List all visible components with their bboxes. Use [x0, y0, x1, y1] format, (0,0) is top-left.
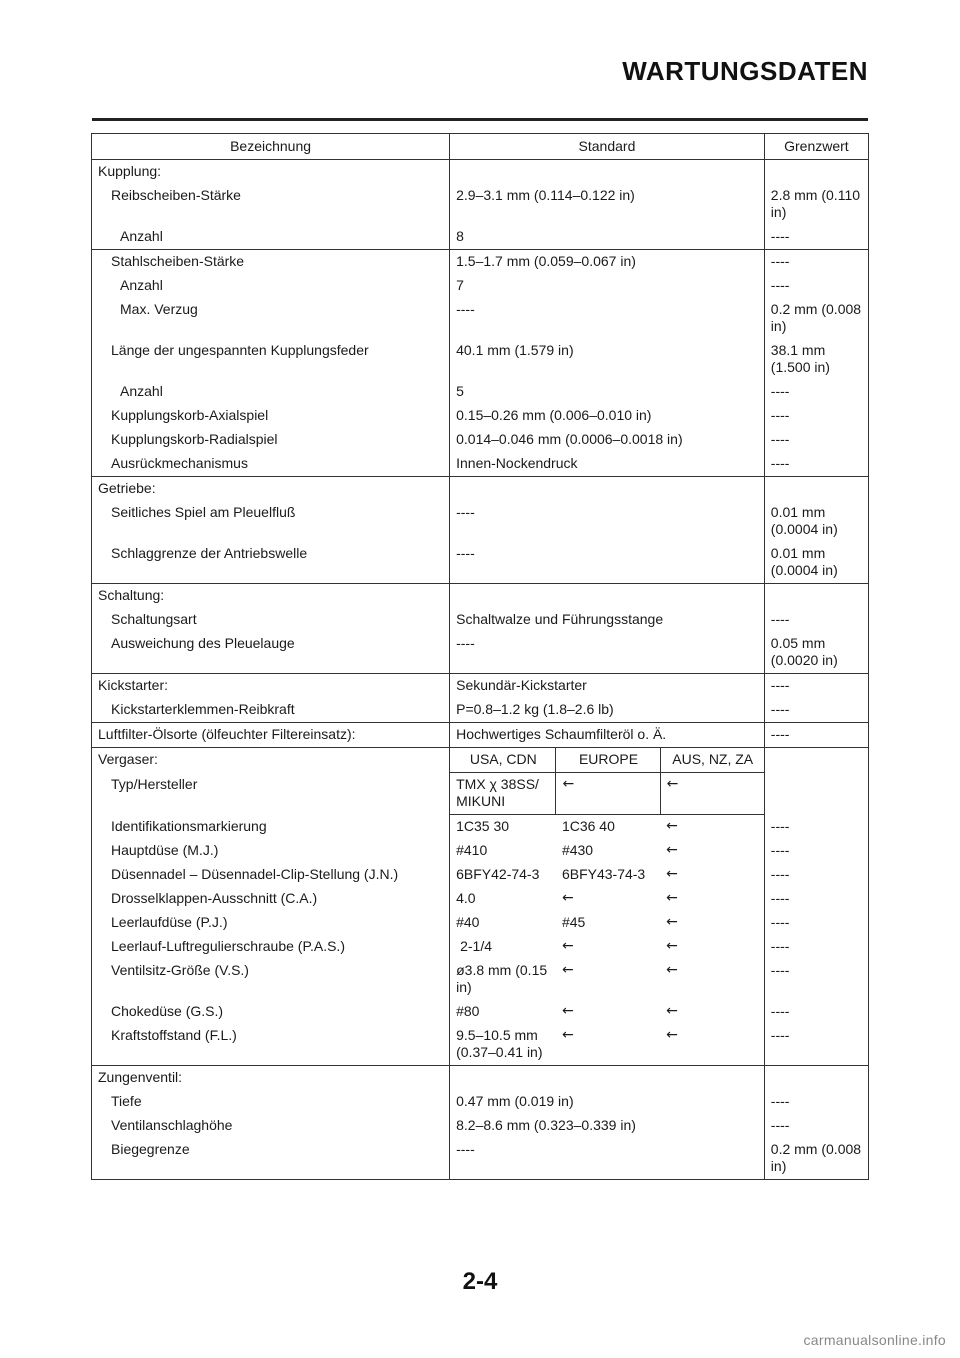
row-label: Anzahl [92, 380, 450, 404]
same-as-arrow-icon: ← [561, 938, 574, 954]
row-label: Kupplungskorb-Radialspiel [92, 428, 450, 452]
limit-value: ---- [770, 890, 790, 906]
same-as-arrow-icon: ← [660, 935, 764, 959]
title-rule [92, 118, 868, 121]
row-label: Reibscheiben-Stärke [92, 184, 450, 225]
table-row [92, 935, 869, 959]
page-title: WARTUNGSDATEN [622, 56, 868, 86]
row-label: Ausrückmechanismus [92, 452, 450, 477]
same-as-arrow-icon: ← [660, 839, 764, 863]
row-label: Leerlaufdüse (P.J.) [92, 911, 450, 935]
limit-value: ---- [770, 1003, 790, 1019]
table-row [92, 250, 869, 275]
same-as-arrow-icon: ← [660, 959, 764, 1000]
value-usa: ø3.8 mm (0.15 in) [456, 962, 548, 995]
same-as-arrow-icon: ← [660, 887, 764, 911]
same-as-arrow-icon: ← [561, 1003, 574, 1019]
limit-value: ---- [764, 674, 868, 699]
region-header-europe: EUROPE [556, 748, 660, 773]
row-label: Kupplungskorb-Axialspiel [92, 404, 450, 428]
section-title-zungenventil: Zungenventil: [92, 1066, 450, 1091]
row-label: Ventilsitz-Größe (V.S.) [92, 959, 450, 1000]
table-row [92, 674, 869, 699]
region-header-usa: USA, CDN [450, 748, 556, 773]
row-label: Leerlauf-Luftregulierschraube (P.A.S.) [92, 935, 450, 959]
limit-value: ---- [770, 962, 790, 978]
row-label: Max. Verzug [92, 298, 450, 339]
same-as-arrow-icon: ← [556, 773, 660, 815]
standard-value: Innen-Nockendruck [450, 452, 765, 477]
same-as-arrow-icon: ← [660, 815, 764, 840]
limit-value: ---- [770, 866, 790, 882]
limit-value: ---- [770, 1027, 790, 1043]
standard-value: ---- [450, 298, 765, 339]
standard-value: ---- [450, 632, 765, 674]
limit-value: 0.01 mm (0.0004 in) [770, 504, 838, 537]
limit-value: 0.2 mm (0.008 in) [770, 301, 862, 334]
row-label: Länge der ungespannten Kupplungsfeder [92, 339, 450, 380]
table-row [92, 184, 869, 225]
row-label: Luftfilter-Ölsorte (ölfeuchter Filtereinsatz): [92, 723, 450, 748]
same-as-arrow-icon: ← [660, 911, 764, 935]
standard-value: P=0.8–1.2 kg (1.8–2.6 lb) [450, 698, 765, 723]
standard-value: 2.9–3.1 mm (0.114–0.122 in) [450, 184, 765, 225]
same-as-arrow-icon: ← [561, 890, 574, 906]
section-title-kickstarter: Kickstarter: [92, 674, 450, 699]
row-label: Chokedüse (G.S.) [92, 1000, 450, 1024]
table-row [92, 501, 869, 542]
limit-value: ---- [770, 277, 790, 293]
table-header-row [92, 134, 869, 160]
standard-value: 1.5–1.7 mm (0.059–0.067 in) [450, 250, 765, 275]
table-row [92, 274, 869, 298]
table-row [92, 477, 869, 502]
limit-value: ---- [770, 938, 790, 954]
limit-value: 2.8 mm (0.110 in) [770, 187, 861, 220]
limit-value: ---- [770, 431, 790, 447]
same-as-arrow-icon: ← [660, 1024, 764, 1066]
limit-value: ---- [764, 723, 868, 748]
standard-value: 0.47 mm (0.019 in) [450, 1090, 765, 1114]
value-usa: 2-1/4 [460, 938, 493, 954]
value-usa: 4.0 [456, 890, 476, 906]
table-row [92, 815, 869, 840]
same-as-arrow-icon: ← [660, 773, 764, 815]
section-title-vergaser: Vergaser: [92, 748, 450, 773]
value-europe: #45 [561, 914, 586, 930]
table-row [92, 959, 869, 1000]
value-europe: 1C36 40 [561, 818, 615, 834]
section-title-getriebe: Getriebe: [92, 477, 450, 502]
limit-value: ---- [770, 228, 790, 244]
value-europe: 6BFY43-74-3 [561, 866, 646, 882]
table-row [92, 428, 869, 452]
table-row [92, 698, 869, 723]
limit-value: ---- [770, 455, 790, 471]
table-row [92, 839, 869, 863]
row-label: Ventilanschlaghöhe [92, 1114, 450, 1138]
limit-value: ---- [770, 611, 790, 627]
column-header-standard: Standard [450, 134, 765, 160]
standard-value: 0.15–0.26 mm (0.006–0.010 in) [450, 404, 765, 428]
limit-value: 38.1 mm (1.500 in) [770, 342, 830, 375]
standard-value: ---- [450, 542, 765, 584]
table-row [92, 1024, 869, 1066]
page-number: 2-4 [462, 1268, 498, 1295]
value-usa: #40 [456, 914, 480, 930]
limit-value: ---- [770, 1093, 790, 1109]
table-row [92, 1114, 869, 1138]
limit-value: 0.2 mm (0.008 in) [770, 1141, 862, 1174]
table-row [92, 1000, 869, 1024]
standard-value: 40.1 mm (1.579 in) [450, 339, 765, 380]
same-as-arrow-icon: ← [561, 1027, 574, 1043]
limit-value: 0.01 mm (0.0004 in) [770, 545, 838, 578]
table-row [92, 584, 869, 609]
table-row [92, 380, 869, 404]
table-row [92, 1138, 869, 1180]
standard-value: Hochwertiges Schaumfilteröl o. Ä. [450, 723, 765, 748]
limit-value: ---- [770, 383, 790, 399]
table-row [92, 298, 869, 339]
section-title-schaltung: Schaltung: [92, 584, 450, 609]
table-row [92, 1090, 869, 1114]
table-row [92, 404, 869, 428]
standard-value: 0.014–0.046 mm (0.0006–0.0018 in) [450, 428, 765, 452]
row-label: Seitliches Spiel am Pleuelfluß [92, 501, 450, 542]
section-title-kupplung: Kupplung: [92, 160, 450, 185]
limit-value: ---- [770, 817, 790, 834]
row-label: Ausweichung des Pleuelauge [92, 632, 450, 674]
row-label: Hauptdüse (M.J.) [92, 839, 450, 863]
table-row [92, 608, 869, 632]
standard-value: ---- [450, 501, 765, 542]
table-row [92, 225, 869, 250]
value-usa: 1C35 30 [456, 818, 510, 834]
table-row [92, 452, 869, 477]
standard-value: ---- [450, 1138, 765, 1180]
row-label: Drosselklappen-Ausschnitt (C.A.) [92, 887, 450, 911]
row-label: Schlaggrenze der Antriebswelle [92, 542, 450, 584]
table-row [92, 773, 869, 815]
row-label: Kraftstoffstand (F.L.) [92, 1024, 450, 1066]
limit-value: ---- [770, 914, 790, 930]
maintenance-data-table [91, 133, 869, 1180]
value-usa: 6BFY42-74-3 [456, 866, 540, 882]
column-header-bezeichnung: Bezeichnung [92, 134, 450, 160]
row-label: Düsennadel – Düsennadel-Clip-Stellung (J.N.) [92, 863, 450, 887]
limit-value: 0.05 mm (0.0020 in) [770, 635, 838, 668]
limit-value: ---- [770, 701, 790, 717]
row-label: Schaltungsart [92, 608, 450, 632]
row-label: Stahlscheiben-Stärke [92, 250, 450, 275]
table-row [92, 887, 869, 911]
value-usa: 9.5–10.5 mm (0.37–0.41 in) [456, 1027, 543, 1060]
column-header-grenzwert: Grenzwert [764, 134, 868, 160]
row-label: Anzahl [92, 274, 450, 298]
limit-value: ---- [764, 250, 868, 275]
value-usa: TMX χ 38SS/ MIKUNI [450, 773, 556, 815]
same-as-arrow-icon: ← [561, 962, 574, 978]
standard-value: 8.2–8.6 mm (0.323–0.339 in) [450, 1114, 765, 1138]
value-europe: #430 [561, 842, 594, 858]
limit-value: ---- [770, 1117, 790, 1133]
standard-value: 7 [450, 274, 765, 298]
row-label: Typ/Hersteller [92, 773, 450, 815]
row-label: Identifikationsmarkierung [92, 815, 450, 840]
row-label: Kickstarterklemmen-Reibkraft [92, 698, 450, 723]
table-row [92, 911, 869, 935]
standard-value: 5 [450, 380, 765, 404]
table-row [92, 723, 869, 748]
value-usa: #80 [456, 1003, 480, 1019]
table-row [92, 339, 869, 380]
table-row [92, 863, 869, 887]
table-row [92, 160, 869, 185]
standard-value: Schaltwalze und Führungsstange [450, 608, 765, 632]
same-as-arrow-icon: ← [660, 1000, 764, 1024]
row-label: Anzahl [92, 225, 450, 250]
same-as-arrow-icon: ← [660, 863, 764, 887]
table-row [92, 632, 869, 674]
limit-value: ---- [770, 407, 790, 423]
row-label: Biegegrenze [92, 1138, 450, 1180]
region-header-aus: AUS, NZ, ZA [660, 748, 764, 773]
table-row [92, 748, 869, 773]
table-row [92, 1066, 869, 1091]
limit-value: ---- [770, 842, 790, 858]
watermark: carmanualsonline.info [803, 1332, 946, 1348]
standard-value: 8 [450, 225, 765, 250]
value-usa: #410 [456, 842, 488, 858]
table-row [92, 542, 869, 584]
row-label: Tiefe [92, 1090, 450, 1114]
standard-value: Sekundär-Kickstarter [450, 674, 765, 699]
